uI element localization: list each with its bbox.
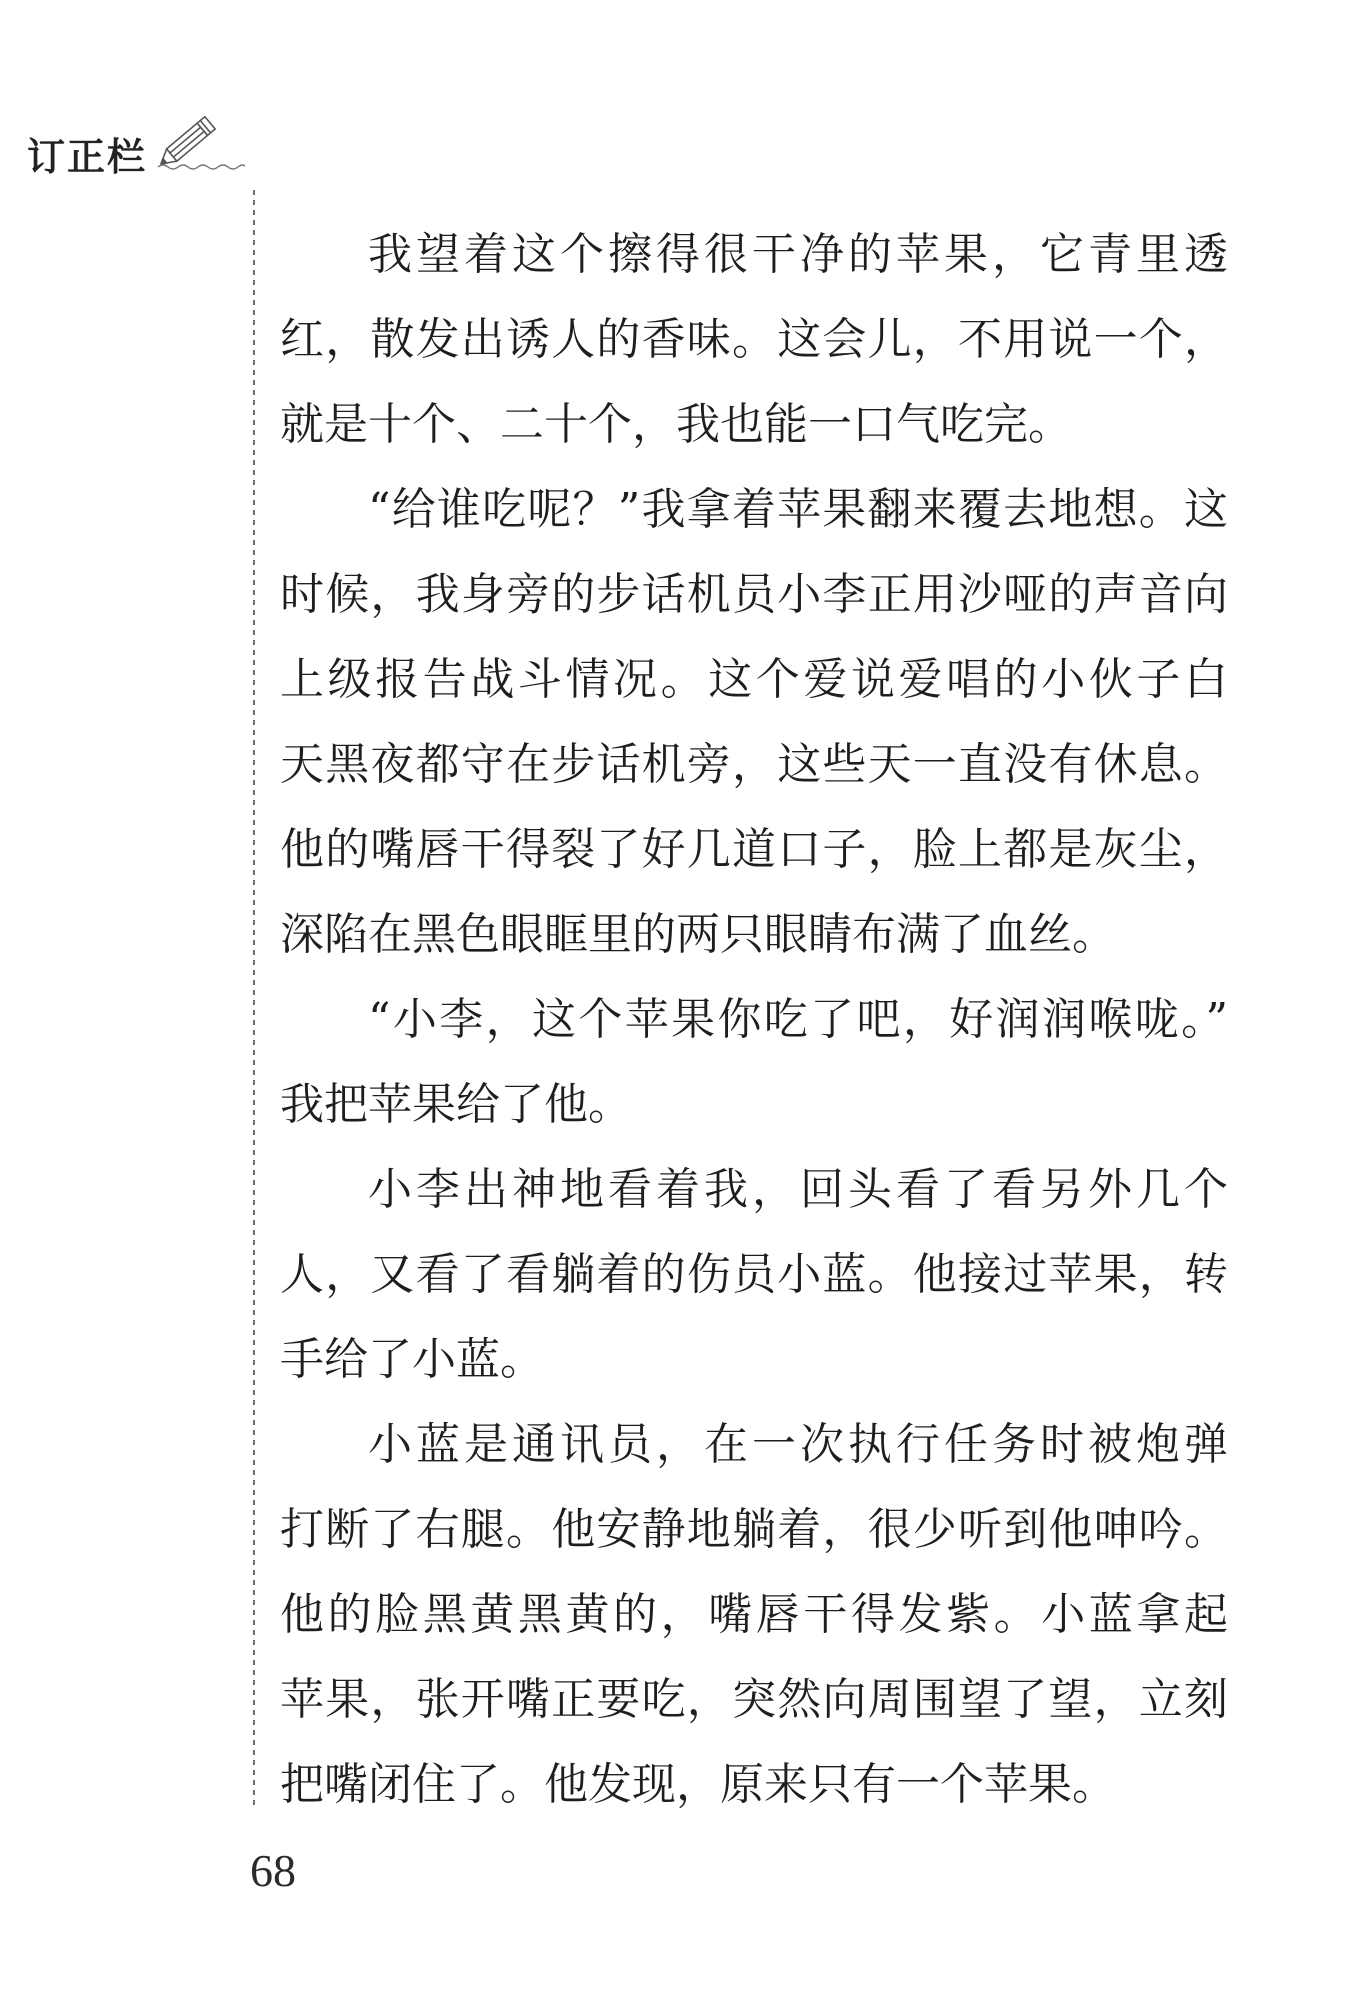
paragraph [280,1147,1228,1402]
paragraph [280,1402,1228,1827]
paragraph [280,212,1228,467]
text-line: 他的脸黑黄黑黄的，嘴唇干得发紫。小蓝拿起 [280,1589,1228,1640]
text-line: 小蓝是通讯员，在一次执行任务时被炮弹 [368,1419,1228,1470]
text-line: 小李出神地看着我，回头看了看另外几个 [368,1164,1228,1215]
dashed-margin-rule [253,190,255,1806]
text-line: “给谁吃呢？”我拿着苹果翻来覆去地想。这 [368,484,1228,535]
text-line: 我把苹果给了他。 [280,1079,632,1130]
body-text [280,212,1228,1827]
page-number: 68 [250,1845,296,1896]
pencil-icon [150,112,245,174]
text-line: 深陷在黑色眼眶里的两只眼睛布满了血丝。 [280,909,1116,960]
text-line: 他的嘴唇干得裂了好几道口子，脸上都是灰尘， [280,824,1228,875]
text-line: 红，散发出诱人的香味。这会儿，不用说一个， [280,314,1228,365]
text-line: 天黑夜都守在步话机旁，这些天一直没有休息。 [280,739,1228,790]
text-line: 我望着这个擦得很干净的苹果，它青里透 [368,229,1228,280]
text-line: 时候，我身旁的步话机员小李正用沙哑的声音向 [280,569,1228,620]
text-line: “小李，这个苹果你吃了吧，好润润喉咙。” [368,994,1228,1045]
text-line: 把嘴闭住了。他发现，原来只有一个苹果。 [280,1759,1116,1810]
text-line: 手给了小蓝。 [280,1334,544,1385]
text-line: 打断了右腿。他安静地躺着，很少听到他呻吟。 [280,1504,1228,1555]
paragraph [280,467,1228,977]
paragraph [280,977,1228,1147]
text-line: 上级报告战斗情况。这个爱说爱唱的小伙子白 [280,654,1228,705]
correction-column-label: 订正栏 [27,135,148,179]
wavy-line [158,165,245,169]
text-line: 人，又看了看躺着的伤员小蓝。他接过苹果，转 [280,1249,1228,1300]
text-line: 就是十个、二十个，我也能一口气吃完。 [280,399,1072,450]
text-line: 苹果，张开嘴正要吃，突然向周围望了望，立刻 [280,1674,1228,1725]
